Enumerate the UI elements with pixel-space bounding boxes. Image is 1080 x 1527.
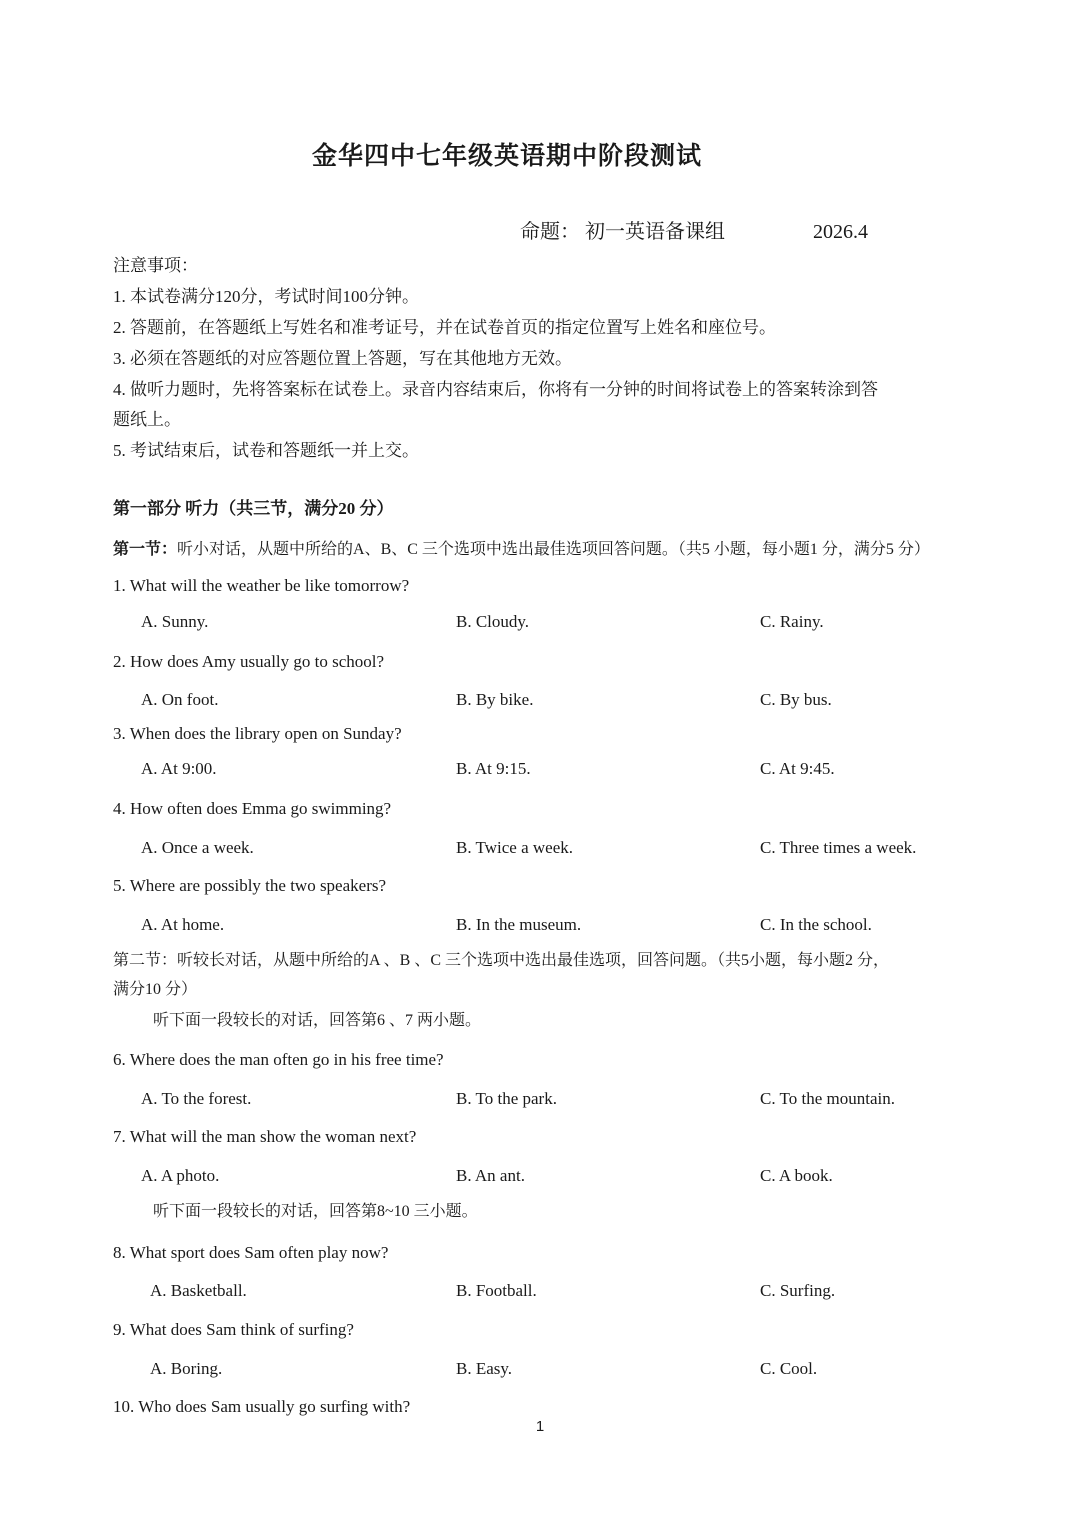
option-4b: B. Twice a week. <box>456 838 573 857</box>
question-1: 1. What will the weather be like tomorrow? <box>113 576 410 595</box>
question-5: 5. Where are possibly the two speakers? <box>113 876 387 895</box>
option-5a: A. At home. <box>141 915 225 934</box>
dialogue-instruction-6-7: 听下面一段较长的对话，回答第6 、7 两小题。 <box>153 1012 482 1029</box>
note-item: 1. 本试卷满分120分，考试时间100分钟。 <box>113 287 419 306</box>
question-10: 10. Who does Sam usually go surfing with? <box>113 1397 411 1416</box>
option-7a: A. A photo. <box>141 1166 220 1185</box>
option-3b: B. At 9:15. <box>456 759 531 778</box>
part1-heading: 第一部分 听力（共三节，满分20 分） <box>113 499 394 518</box>
question-4: 4. How often does Emma go swimming? <box>113 799 392 818</box>
section2-instruction-line1: 第二节：听较长对话，从题中所给的A 、B 、C 三个选项中选出最佳选项，回答问题。（共5小题，每小题2 分， <box>113 952 890 969</box>
exam-title: 金华四中七年级英语期中阶段测试 <box>311 141 702 170</box>
option-7c: C. A book. <box>760 1166 833 1185</box>
question-7: 7. What will the man show the woman next? <box>113 1127 417 1146</box>
note-item: 5. 考试结束后，试卷和答题纸一并上交。 <box>113 441 419 460</box>
section1-label: 第一节： <box>113 541 178 558</box>
option-5b: B. In the museum. <box>456 915 582 934</box>
option-1b: B. Cloudy. <box>456 612 530 631</box>
section1-instruction <box>113 540 930 560</box>
section2-instruction-line2: 满分10 分） <box>113 981 198 998</box>
option-6c: C. To the mountain. <box>760 1089 895 1108</box>
page-number: 1 <box>535 1418 545 1435</box>
exam-date: 2026.4 <box>813 221 868 243</box>
question-2: 2. How does Amy usually go to school? <box>113 652 385 671</box>
author-line: 命题： 初一英语备课组 <box>520 221 725 243</box>
option-4a: A. Once a week. <box>141 838 254 857</box>
option-9b: B. Easy. <box>456 1359 513 1378</box>
option-1c: C. Rainy. <box>760 612 824 631</box>
dialogue-instruction-8-10: 听下面一段较长的对话，回答第8~10 三小题。 <box>153 1203 478 1220</box>
option-9a: A. Boring. <box>150 1359 223 1378</box>
question-8: 8. What sport does Sam often play now? <box>113 1243 389 1262</box>
option-3a: A. At 9:00. <box>141 759 217 778</box>
option-2a: A. On foot. <box>141 690 219 709</box>
notes-heading: 注意事项： <box>113 256 198 275</box>
option-3c: C. At 9:45. <box>760 759 835 778</box>
option-9c: C. Cool. <box>760 1359 818 1378</box>
option-6b: B. To the park. <box>456 1089 557 1108</box>
option-2b: B. By bike. <box>456 690 534 709</box>
option-2c: C. By bus. <box>760 690 832 709</box>
option-8b: B. Football. <box>456 1281 537 1300</box>
option-1a: A. Sunny. <box>141 612 209 631</box>
question-9: 9. What does Sam think of surfing? <box>113 1320 354 1339</box>
note-item: 4. 做听力题时，先将答案标在试卷上。录音内容结束后，你将有一分钟的时间将试卷上的答案转涂到答 <box>113 380 878 399</box>
note-item: 2. 答题前，在答题纸上写姓名和准考证号，并在试卷首页的指定位置写上姓名和座位号。 <box>113 318 776 337</box>
option-6a: A. To the forest. <box>141 1089 252 1108</box>
option-4c: C. Three times a week. <box>760 838 917 857</box>
section1-text: 听小对话，从题中所给的A、B、C 三个选项中选出最佳选项回答问题。（共5 小题，每小题1 分，满分5 分） <box>177 541 930 558</box>
note-item: 题纸上。 <box>113 410 181 429</box>
option-5c: C. In the school. <box>760 915 872 934</box>
note-item: 3. 必须在答题纸的对应答题位置上答题，写在其他地方无效。 <box>113 349 572 368</box>
option-7b: B. An ant. <box>456 1166 525 1185</box>
question-3: 3. When does the library open on Sunday? <box>113 724 402 743</box>
option-8a: A. Basketball. <box>150 1281 247 1300</box>
question-6: 6. Where does the man often go in his free time? <box>113 1050 444 1069</box>
option-8c: C. Surfing. <box>760 1281 836 1300</box>
